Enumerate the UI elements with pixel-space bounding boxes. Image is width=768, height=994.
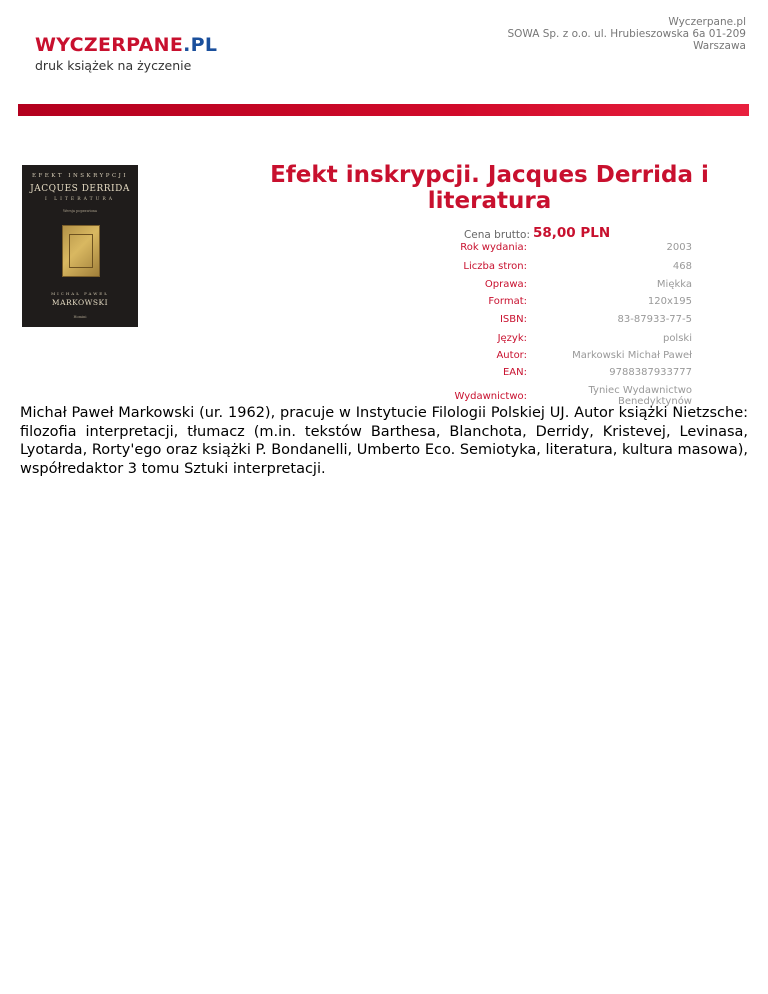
company-name: Wyczerpane.pl <box>668 16 746 28</box>
detail-value: 120x195 <box>647 296 692 307</box>
detail-label: EAN: <box>502 367 527 378</box>
book-cover-image <box>22 165 138 327</box>
detail-row-language <box>440 333 692 351</box>
cover-title-name: JACQUES DERRIDA <box>30 184 130 194</box>
book-title: Efekt inskrypcji. Jacques Derrida i literatura <box>270 162 709 214</box>
cover-title-line: EFEKT INSKRYPCJI <box>31 173 129 179</box>
detail-label: Format: <box>488 296 527 307</box>
detail-value: 83-87933-77-5 <box>617 314 692 325</box>
logo-text-red: WYCZERPANE <box>35 34 184 56</box>
detail-label: Wydawnictwo: <box>454 391 527 402</box>
price-value: 58,00 PLN <box>533 225 611 241</box>
book-description: Michał Paweł Markowski (ur. 1962), pracuje w Instytucie Filologii Polskiej UJ. Autor książki Nietzsche: filozofia interpretacji, tłumacz (m.in. tekstów Barthesa, Blanchota, Derridy, Kristevej, Levinasa, Lyotarda, Rorty'ego oraz książki P. Bondanelli, Umberto Eco. Semiotyka, literatura, kultura masowa), współredaktor 3 tomu Sztuki interpretacji. <box>20 405 748 477</box>
cover-author-first: MICHAŁ PAWEŁ <box>51 291 109 296</box>
detail-value: Markowski Michał Paweł <box>572 350 692 361</box>
cover-author-last: MARKOWSKI <box>51 298 109 307</box>
detail-value: 2003 <box>666 242 692 253</box>
company-address: SOWA Sp. z o.o. ul. Hrubieszowska 6a 01-209 <box>507 28 746 40</box>
detail-label: Oprawa: <box>484 279 527 290</box>
detail-label: Język: <box>497 333 527 344</box>
price-label: Cena brutto: <box>463 229 530 241</box>
cover-publisher: Homini <box>73 315 87 319</box>
logo-text-blue: .PL <box>183 34 218 56</box>
site-logo[interactable] <box>35 34 217 73</box>
logo-wordmark <box>35 34 217 56</box>
detail-value: Tyniec Wydawnictwo Benedyktynów <box>588 385 692 407</box>
cover-artwork <box>62 225 100 277</box>
cover-subtitle: I LITERATURA <box>44 197 116 202</box>
cover-edition: Wersja poprawiona <box>62 209 98 213</box>
company-city: Warszawa <box>693 40 746 52</box>
detail-value: 468 <box>672 261 692 272</box>
detail-row-author <box>440 350 692 368</box>
header-divider-bar <box>18 104 749 116</box>
detail-value: 9788387933777 <box>609 367 692 378</box>
detail-row-format <box>440 296 692 314</box>
logo-tagline: druk książek na życzenie <box>35 58 192 73</box>
company-info <box>507 16 746 52</box>
detail-row-isbn <box>440 314 692 332</box>
detail-value: Miękka <box>656 279 692 290</box>
detail-row-pages <box>440 261 692 279</box>
detail-row-binding <box>440 279 692 297</box>
detail-row-ean <box>440 367 692 385</box>
detail-label: Liczba stron: <box>463 261 527 272</box>
detail-row-year <box>440 242 692 260</box>
detail-value: polski <box>662 333 692 344</box>
detail-label: Rok wydania: <box>460 242 527 253</box>
detail-label: ISBN: <box>499 314 527 325</box>
detail-label: Autor: <box>496 350 527 361</box>
